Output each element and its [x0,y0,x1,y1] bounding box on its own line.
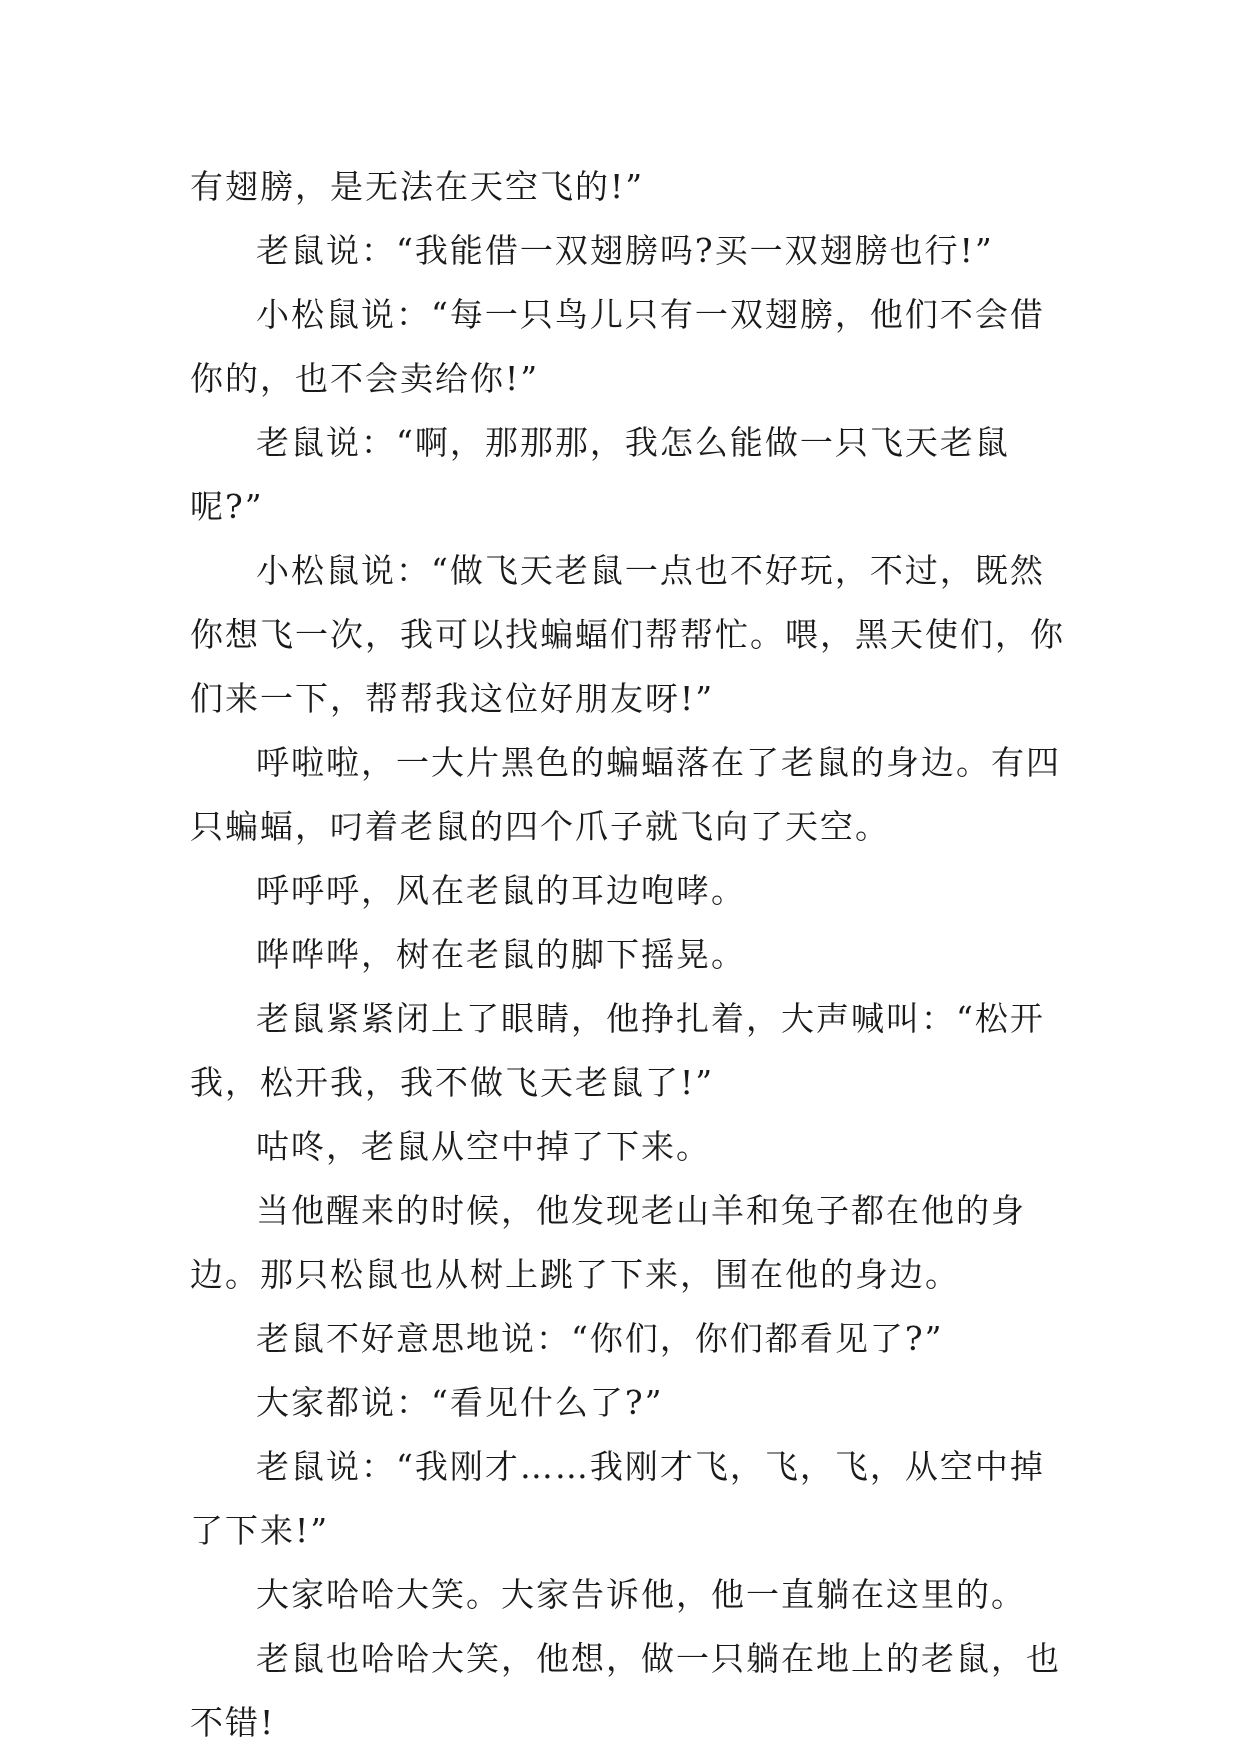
paragraph: 老鼠说：“啊，那那那，我怎么能做一只飞天老鼠呢?” [190,423,1010,526]
paragraph: 有翅膀，是无法在天空飞的!” [190,167,645,206]
paragraph: 呼啦啦，一大片黑色的蝙蝠落在了老鼠的身边。有四只蝙蝠，叼着老鼠的四个爪子就飞向了天空。 [190,743,1061,846]
paragraph: 咕咚，老鼠从空中掉了下来。 [256,1127,711,1166]
paragraph: 老鼠紧紧闭上了眼睛，他挣扎着，大声喊叫：“松开我，松开我，我不做飞天老鼠了!” [190,999,1045,1102]
paragraph: 小松鼠说：“做飞天老鼠一点也不好玩，不过，既然你想飞一次，我可以找蝙蝠们帮帮忙。喂，黑天使们，你们来一下，帮帮我这位好朋友呀!” [190,551,1065,718]
paragraph: 大家都说：“看见什么了?” [256,1383,664,1422]
paragraph: 当他醒来的时候，他发现老山羊和兔子都在他的身边。那只松鼠也从树上跳了下来，围在他的身边。 [190,1191,1026,1294]
story-text [190,155,1070,1755]
paragraph: 老鼠不好意思地说：“你们，你们都看见了?” [256,1319,944,1358]
paragraph: 老鼠说：“我能借一双翅膀吗?买一双翅膀也行!” [256,231,994,270]
paragraph: 老鼠说：“我刚才……我刚才飞，飞，飞，从空中掉了下来!” [190,1447,1045,1550]
paragraph: 呼呼呼，风在老鼠的耳边咆哮。 [256,871,746,910]
paragraph: 小松鼠说：“每一只鸟儿只有一双翅膀，他们不会借你的，也不会卖给你!” [190,295,1045,398]
paragraph: 哗哗哗，树在老鼠的脚下摇晃。 [256,935,746,974]
paragraph: 大家哈哈大笑。大家告诉他，他一直躺在这里的。 [256,1575,1026,1614]
paragraph: 老鼠也哈哈大笑，他想，做一只躺在地上的老鼠，也不错! [190,1639,1061,1742]
